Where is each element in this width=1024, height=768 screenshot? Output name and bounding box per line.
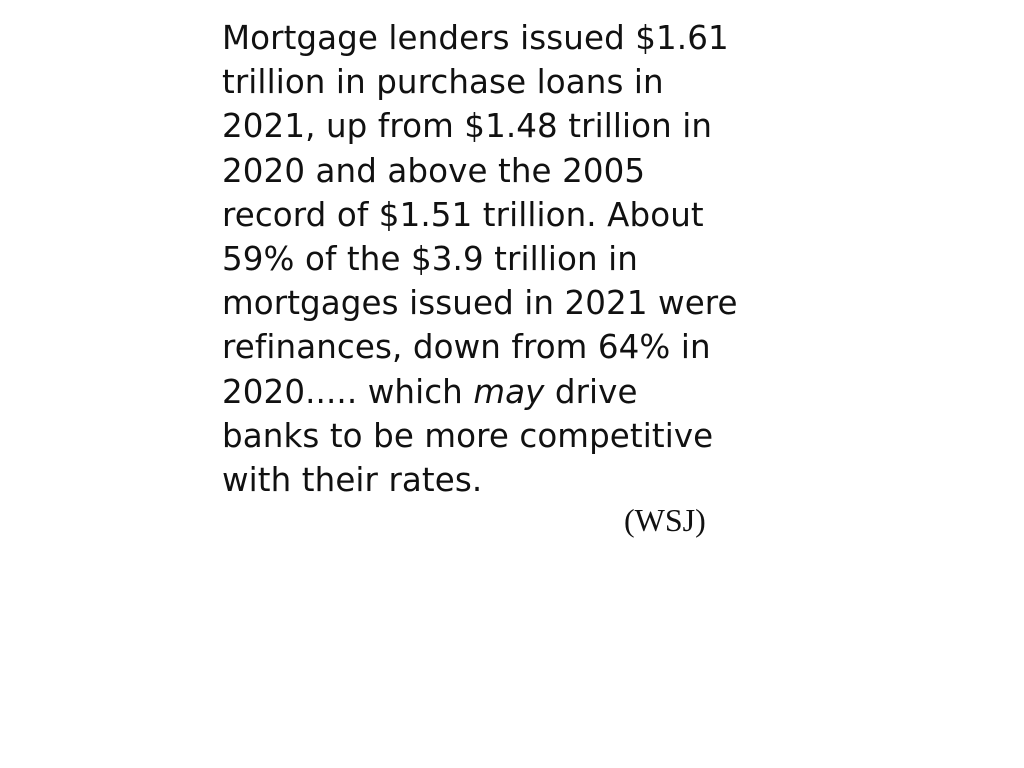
quote-line: 2020 and above the 2005 bbox=[222, 151, 646, 190]
quote-line: record of $1.51 trillion. About bbox=[222, 195, 704, 234]
source-attribution: (WSJ) bbox=[624, 502, 706, 538]
quote-line: 2021, up from $1.48 trillion in bbox=[222, 107, 713, 146]
quote-line-after: drive bbox=[544, 372, 638, 411]
quote-line: 59% of the $3.9 trillion in bbox=[222, 240, 638, 279]
quote-line: trillion in purchase loans in bbox=[222, 63, 664, 102]
quote-line: with their rates. bbox=[222, 461, 483, 500]
quote-line-with-emphasis bbox=[222, 370, 782, 414]
quote-paragraph bbox=[222, 16, 782, 502]
quote-line: Mortgage lenders issued $1.61 bbox=[222, 19, 729, 57]
quote-line-before: 2020..... which bbox=[222, 372, 474, 411]
quote-line: banks to be more competitive bbox=[222, 416, 714, 455]
quote-line: refinances, down from 64% in bbox=[222, 328, 711, 367]
quote-line: mortgages issued in 2021 were bbox=[222, 284, 738, 323]
emphasis-word: may bbox=[473, 372, 545, 411]
